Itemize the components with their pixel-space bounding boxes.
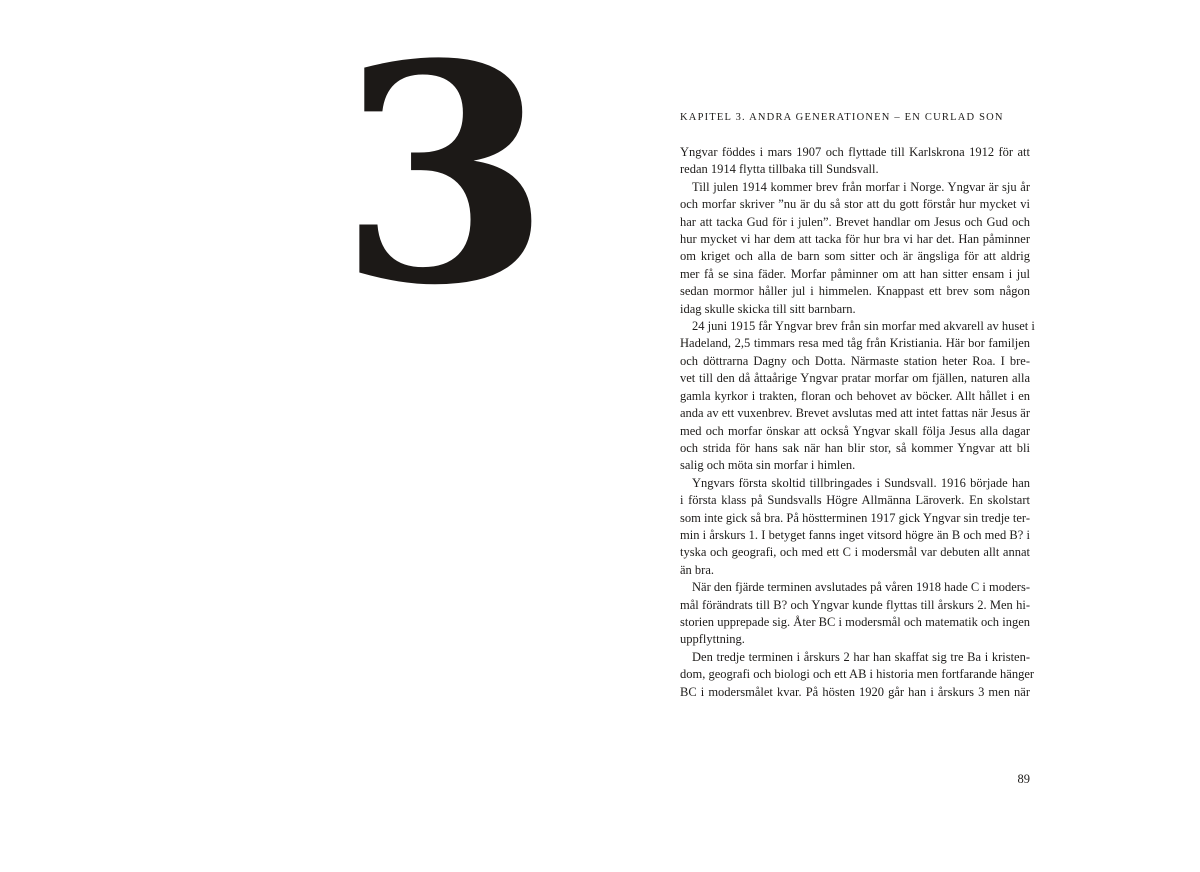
text-line: min i årskurs 1. I betyget fanns inget vitsord högre än B och med B? i bbox=[680, 527, 1030, 542]
text-line: mer få se sina fäder. Morfar påminner om att han sitter ensam i jul bbox=[680, 266, 1030, 281]
text-line: vet till den då åttaårige Yngvar pratar morfar om fjällen, naturen alla bbox=[680, 371, 1030, 386]
text-line: storien upprepade sig. Åter BC i modersmål och matematik och ingen bbox=[680, 614, 1030, 629]
page-number: 89 bbox=[1017, 772, 1030, 786]
paragraph bbox=[680, 318, 1035, 475]
running-head: KAPITEL 3. ANDRA GENERATIONEN – EN CURLAD SON bbox=[680, 112, 1004, 123]
paragraph bbox=[680, 144, 1030, 179]
paragraph bbox=[680, 475, 1030, 579]
text-line: och morfar skriver ”nu är du så stor att du gott förstår hur mycket vi bbox=[680, 197, 1030, 212]
text-line: dom, geografi och biologi och ett AB i historia men fortfarande hänger bbox=[680, 667, 1035, 682]
text-line: Den tredje terminen i årskurs 2 har han skaffat sig tre Ba i kristen- bbox=[692, 649, 1030, 664]
paragraph bbox=[680, 649, 1035, 701]
chapter-numeral: 3 bbox=[338, 0, 547, 351]
text-line: sedan mormor håller jul i himmelen. Knappast ett brev som någon bbox=[680, 284, 1030, 299]
text-line: om kriget och alla de barn som sitter och är ängsliga för att aldrig bbox=[680, 249, 1030, 264]
chapter-body-text bbox=[680, 144, 1035, 701]
text-line: och döttrarna Dagny och Dotta. Närmaste station heter Roa. I bre- bbox=[680, 353, 1030, 368]
text-line: redan 1914 flytta tillbaka till Sundsvall. bbox=[680, 162, 879, 177]
text-line: uppflyttning. bbox=[680, 632, 745, 647]
text-line: BC i modersmålet kvar. På hösten 1920 går han i årskurs 3 men när bbox=[680, 684, 1030, 699]
text-line: hur mycket vi har dem att tacka för hur bra vi har det. Han påminner bbox=[680, 232, 1030, 247]
text-line: än bra. bbox=[680, 562, 715, 577]
text-line: och strida för hans sak när han blir stor, så kommer Yngvar att bli bbox=[680, 440, 1030, 455]
text-line: När den fjärde terminen avslutades på våren 1918 hade C i moders- bbox=[692, 580, 1030, 595]
text-line: Yngvar föddes i mars 1907 och flyttade till Karlskrona 1912 för att bbox=[680, 145, 1030, 159]
text-line: i första klass på Sundsvalls Högre Allmänna Läroverk. En skolstart bbox=[680, 493, 1030, 508]
paragraph bbox=[680, 579, 1030, 649]
text-line: tyska och geografi, och med ett C i modersmål var debuten allt annat bbox=[680, 545, 1030, 560]
text-line: idag skulle skicka till sitt barnbarn. bbox=[680, 301, 856, 316]
text-line: Till julen 1914 kommer brev från morfar i Norge. Yngvar är sju år bbox=[692, 179, 1030, 194]
text-line: mål förändrats till B? och Yngvar kunde flyttas till årskurs 2. Men hi- bbox=[680, 597, 1030, 612]
text-line: har att tacka Gud för i julen”. Brevet handlar om Jesus och Gud och bbox=[680, 214, 1030, 229]
text-line: gamla kyrkor i trakten, floran och behovet av böcker. Allt hållet i en bbox=[680, 388, 1030, 403]
paragraph bbox=[680, 179, 1030, 318]
text-line: Yngvars första skoltid tillbringades i Sundsvall. 1916 började han bbox=[692, 475, 1030, 490]
text-line: salig och möta sin morfar i himlen. bbox=[680, 458, 856, 473]
text-line: 24 juni 1915 får Yngvar brev från sin morfar med akvarell av huset i bbox=[692, 319, 1035, 334]
text-line: med och morfar önskar att också Yngvar skall följa Jesus alla dagar bbox=[680, 423, 1030, 438]
text-line: Hadeland, 2,5 timmars resa med tåg från Kristiania. Här bor familjen bbox=[680, 336, 1030, 351]
text-line: anda av ett vuxenbrev. Brevet avslutas med att intet fattas när Jesus är bbox=[680, 406, 1030, 421]
text-line: som inte gick så bra. På höstterminen 1917 gick Yngvar sin tredje ter- bbox=[680, 510, 1030, 525]
